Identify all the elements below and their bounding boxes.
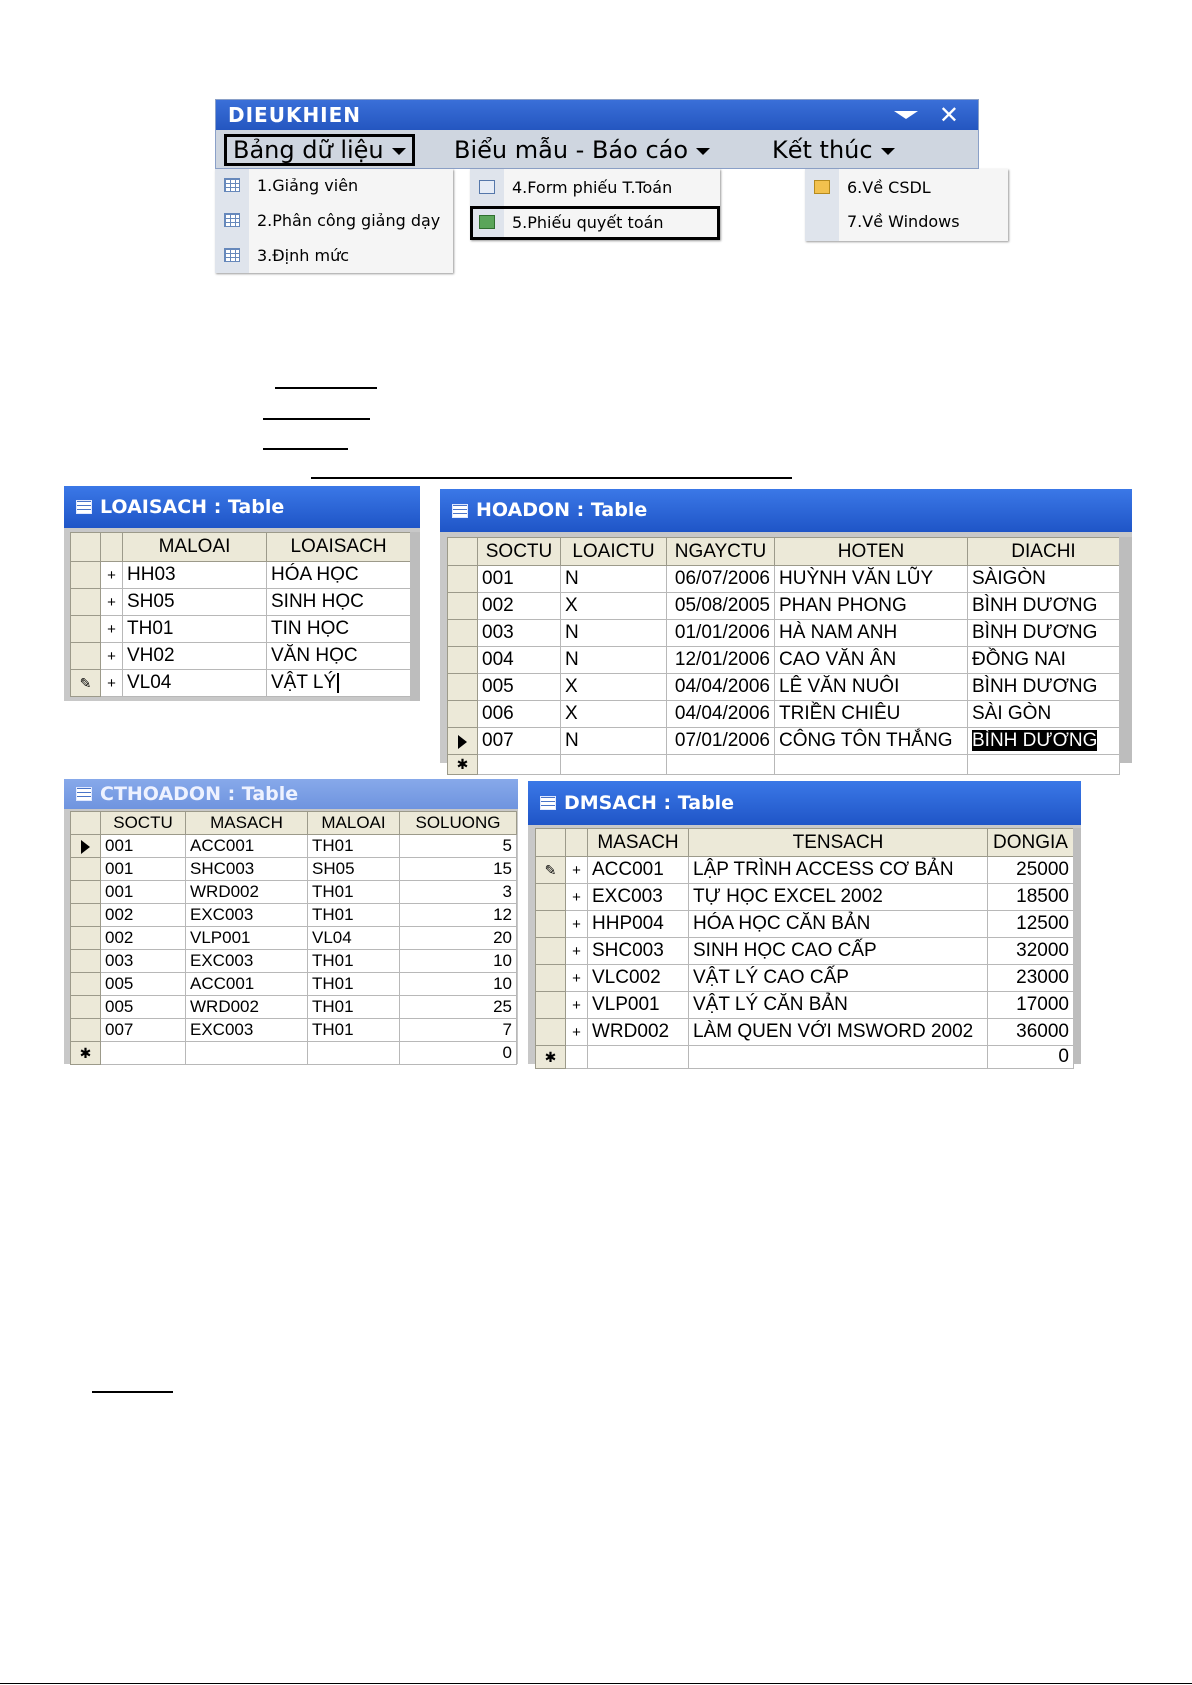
cell[interactable]: N: [561, 728, 667, 755]
menu-item-label: 7.Về Windows: [847, 212, 960, 231]
cell[interactable]: LÀM QUEN VỚI MSWORD 2002: [689, 1019, 988, 1046]
table-row: [448, 728, 1120, 755]
cell[interactable]: ACC001: [588, 857, 689, 884]
menu-item-label: 6.Về CSDL: [847, 178, 931, 197]
column-header-soctu[interactable]: SOCTU: [478, 538, 561, 566]
table-row: [71, 996, 517, 1019]
toolbar-title-text: DIEUKHIEN: [228, 103, 362, 127]
page-bottom-rule: [0, 1683, 1192, 1684]
cthoadon-datasheet: [70, 811, 517, 1065]
cell[interactable]: 23000: [988, 965, 1074, 992]
cell[interactable]: ACC001: [186, 835, 308, 858]
cell[interactable]: LÊ VĂN NUÔI: [775, 674, 968, 701]
table-row: [536, 1019, 1074, 1046]
menu-bieu-mau-bao-cao[interactable]: [448, 134, 716, 166]
dropdown-ket-thuc: [805, 169, 1008, 241]
cell[interactable]: SH05: [123, 589, 267, 616]
row-selector[interactable]: [71, 904, 101, 927]
cell[interactable]: N: [561, 620, 667, 647]
row-selector[interactable]: [536, 911, 566, 938]
cell[interactable]: 12/01/2006: [667, 647, 775, 674]
cell[interactable]: 006: [478, 701, 561, 728]
row-selector[interactable]: [448, 701, 478, 728]
row-selector[interactable]: [71, 881, 101, 904]
cell[interactable]: VLC002: [588, 965, 689, 992]
table-row: [71, 643, 411, 670]
column-header-soctu[interactable]: SOCTU: [101, 812, 186, 835]
cell[interactable]: SINH HỌC CAO CẤP: [689, 938, 988, 965]
column-header-hoten[interactable]: HOTEN: [775, 538, 968, 566]
column-header-dongia[interactable]: DONGIA: [988, 829, 1074, 857]
expand-header: [566, 829, 588, 857]
cell[interactable]: 32000: [988, 938, 1074, 965]
menu-label: Bảng dữ liệu: [233, 136, 384, 164]
loaisach-datasheet: [70, 532, 411, 697]
close-icon[interactable]: ✕: [938, 101, 960, 129]
row-selector[interactable]: [71, 996, 101, 1019]
cell[interactable]: SHC003: [186, 858, 308, 881]
menu-ket-thuc[interactable]: [766, 134, 901, 166]
column-header-soluong[interactable]: SOLUONG: [400, 812, 517, 835]
row-selector-header[interactable]: [536, 829, 566, 857]
menu-item-label: 5.Phiếu quyết toán: [512, 213, 664, 232]
expand-icon[interactable]: +: [101, 562, 123, 589]
dieukhien-toolbar: [215, 99, 979, 169]
chevron-down-icon: [881, 148, 895, 155]
menu-item-giang-vien[interactable]: [215, 169, 453, 203]
cell[interactable]: TH01: [308, 950, 400, 973]
table-row: [71, 562, 411, 589]
row-selector-header[interactable]: [448, 538, 478, 566]
table-row: [448, 674, 1120, 701]
table-row: [448, 593, 1120, 620]
cell[interactable]: 0: [400, 1042, 517, 1065]
cell[interactable]: 36000: [988, 1019, 1074, 1046]
table-row: [536, 992, 1074, 1019]
cell[interactable]: VLP001: [588, 992, 689, 1019]
table-icon: [452, 504, 468, 518]
new-record-row: [71, 1042, 517, 1065]
column-header-ngayctu[interactable]: NGAYCTU: [667, 538, 775, 566]
cell[interactable]: TH01: [308, 973, 400, 996]
column-header-maloai[interactable]: MALOAI: [308, 812, 400, 835]
cell[interactable]: TH01: [308, 996, 400, 1019]
table-icon: [76, 787, 92, 801]
cell[interactable]: WRD002: [588, 1019, 689, 1046]
table-row: [71, 835, 517, 858]
table-row: [71, 881, 517, 904]
expand-icon[interactable]: +: [101, 670, 123, 697]
table-row: [536, 884, 1074, 911]
cell[interactable]: TH01: [308, 881, 400, 904]
cell[interactable]: X: [561, 593, 667, 620]
current-record-arrow-icon[interactable]: [448, 728, 478, 755]
menu-item-phieu-quyet-toan[interactable]: [470, 206, 720, 240]
dropdown-bieu-mau: [470, 169, 720, 240]
cell[interactable]: TIN HỌC: [267, 616, 411, 643]
cell[interactable]: SÀI GÒN: [968, 701, 1120, 728]
cell[interactable]: X: [561, 701, 667, 728]
cell[interactable]: 06/07/2006: [667, 566, 775, 593]
cell[interactable]: SÀIGÒN: [968, 566, 1120, 593]
cell[interactable]: EXC003: [186, 904, 308, 927]
new-record-icon[interactable]: ✱: [448, 755, 478, 775]
menu-item-ve-windows[interactable]: [805, 205, 1008, 239]
expand-icon[interactable]: +: [566, 857, 588, 884]
cell[interactable]: 05/08/2005: [667, 593, 775, 620]
table-row: [71, 589, 411, 616]
cell[interactable]: 10: [400, 950, 517, 973]
new-record-row: [448, 755, 1120, 775]
cell[interactable]: ĐỒNG NAI: [968, 647, 1120, 674]
dropdown-bang-du-lieu: [215, 169, 453, 273]
cell[interactable]: 0: [988, 1046, 1074, 1069]
column-header-diachi[interactable]: DIACHI: [968, 538, 1120, 566]
menu-item-phan-cong[interactable]: [215, 204, 453, 238]
cell[interactable]: CAO VĂN ÂN: [775, 647, 968, 674]
hoadon-datasheet: [447, 537, 1120, 775]
cell[interactable]: VL04: [308, 927, 400, 950]
report-icon: [479, 215, 495, 229]
table-icon: [76, 500, 92, 514]
cell[interactable]: WRD002: [186, 881, 308, 904]
chevron-down-icon: [392, 148, 406, 155]
window-title-bar[interactable]: [64, 486, 420, 528]
cell[interactable]: 007: [101, 1019, 186, 1042]
column-header-loaictu[interactable]: LOAICTU: [561, 538, 667, 566]
cell[interactable]: 01/01/2006: [667, 620, 775, 647]
expand-icon[interactable]: +: [566, 938, 588, 965]
menu-label: Kết thúc: [772, 136, 873, 164]
menu-item-form-phieu[interactable]: [470, 171, 720, 205]
cell[interactable]: CÔNG TÔN THẮNG: [775, 728, 968, 755]
cell[interactable]: 17000: [988, 992, 1074, 1019]
cell[interactable]: 5: [400, 835, 517, 858]
window-title: DMSACH : Table: [564, 792, 735, 814]
pencil-icon[interactable]: ✎: [536, 857, 566, 884]
cell[interactable]: 12500: [988, 911, 1074, 938]
chevron-down-icon: [696, 148, 710, 155]
table-row: [71, 616, 411, 643]
cell[interactable]: 15: [400, 858, 517, 881]
menu-item-label: 3.Định mức: [257, 246, 349, 265]
table-icon: [224, 248, 240, 262]
row-selector[interactable]: [448, 593, 478, 620]
cell[interactable]: BÌNH DƯƠNG: [968, 674, 1120, 701]
form-icon: [479, 180, 495, 194]
window-title-bar[interactable]: [440, 489, 1132, 532]
row-selector-header[interactable]: [71, 533, 101, 562]
cell[interactable]: HH03: [123, 562, 267, 589]
table-row: [536, 965, 1074, 992]
cell[interactable]: 003: [478, 620, 561, 647]
expand-icon[interactable]: +: [566, 911, 588, 938]
cell[interactable]: BÌNH DƯƠNG: [968, 620, 1120, 647]
selected-text: BÌNH DƯƠNG: [972, 730, 1098, 751]
menu-bang-du-lieu[interactable]: [224, 134, 415, 166]
cell[interactable]: 005: [101, 996, 186, 1019]
table-row: [536, 911, 1074, 938]
menu-item-label: 4.Form phiếu T.Toán: [512, 178, 673, 197]
underline-mark: [263, 448, 348, 450]
expand-icon[interactable]: +: [101, 589, 123, 616]
underline-mark: [263, 418, 370, 420]
cell[interactable]: LẬP TRÌNH ACCESS CƠ BẢN: [689, 857, 988, 884]
cell[interactable]: 001: [478, 566, 561, 593]
cell[interactable]: HÓA HỌC: [267, 562, 411, 589]
underline-mark: [92, 1391, 173, 1393]
hoadon-table-window: [440, 489, 1132, 772]
cell[interactable]: HUỲNH VĂN LŨY: [775, 566, 968, 593]
cell[interactable]: ACC001: [186, 973, 308, 996]
cell[interactable]: HHP004: [588, 911, 689, 938]
column-header-tensach[interactable]: TENSACH: [689, 829, 988, 857]
row-selector[interactable]: [71, 616, 101, 643]
cell[interactable]: TỰ HỌC EXCEL 2002: [689, 884, 988, 911]
table-icon: [224, 213, 240, 227]
underline-mark: [311, 477, 792, 479]
row-selector[interactable]: [448, 647, 478, 674]
cell[interactable]: VLP001: [186, 927, 308, 950]
table-row: [448, 647, 1120, 674]
cell[interactable]: 002: [478, 593, 561, 620]
row-selector-header[interactable]: [71, 812, 101, 835]
row-selector[interactable]: [536, 965, 566, 992]
cell[interactable]: WRD002: [186, 996, 308, 1019]
cell[interactable]: VẬT LÝ CAO CẤP: [689, 965, 988, 992]
expand-icon[interactable]: +: [566, 965, 588, 992]
toolbar-title: [216, 100, 978, 130]
cthoadon-table-window: [64, 779, 518, 1064]
folder-icon: [814, 180, 830, 194]
table-row: [448, 701, 1120, 728]
cell[interactable]: TRIỀN CHIÊU: [775, 701, 968, 728]
vertical-scrollbar[interactable]: [1073, 828, 1081, 1064]
window-title: LOAISACH : Table: [100, 496, 285, 518]
table-row: [448, 566, 1120, 593]
cell[interactable]: 002: [101, 904, 186, 927]
cell[interactable]: 001: [101, 881, 186, 904]
row-selector[interactable]: [71, 973, 101, 996]
menu-label: Biểu mẫu - Báo cáo: [454, 136, 689, 164]
current-record-arrow-icon[interactable]: [71, 835, 101, 858]
cell-text: VẬT LÝ: [271, 672, 337, 693]
window-title: HOADON : Table: [476, 499, 648, 521]
column-header-loaisach[interactable]: LOAISACH: [267, 533, 411, 562]
cell[interactable]: 3: [400, 881, 517, 904]
dmsach-table-window: [528, 781, 1081, 1067]
expand-icon[interactable]: +: [566, 1019, 588, 1046]
dmsach-datasheet: [535, 828, 1074, 1069]
row-selector[interactable]: [71, 858, 101, 881]
column-header-masach[interactable]: MASACH: [186, 812, 308, 835]
cell[interactable]: HÀ NAM ANH: [775, 620, 968, 647]
cell[interactable]: 20: [400, 927, 517, 950]
new-record-row: [536, 1046, 1074, 1069]
table-row: [71, 973, 517, 996]
menu-item-dinh-muc[interactable]: [215, 239, 453, 273]
window-title-bar[interactable]: [64, 779, 518, 809]
cell-selected[interactable]: [968, 728, 1120, 755]
row-selector[interactable]: [71, 1019, 101, 1042]
table-row: [71, 858, 517, 881]
cell[interactable]: 004: [478, 647, 561, 674]
cell[interactable]: BÌNH DƯƠNG: [968, 593, 1120, 620]
cell[interactable]: 005: [101, 973, 186, 996]
vertical-scrollbar[interactable]: [1119, 537, 1132, 763]
cell[interactable]: N: [561, 647, 667, 674]
cell[interactable]: 04/04/2006: [667, 701, 775, 728]
table-icon: [540, 796, 556, 810]
window-title: CTHOADON : Table: [100, 783, 299, 805]
expand-header: [101, 533, 123, 562]
cell[interactable]: 07/01/2006: [667, 728, 775, 755]
cell[interactable]: 10: [400, 973, 517, 996]
menu-item-ve-csdl[interactable]: [805, 171, 1008, 205]
cell[interactable]: TH01: [308, 904, 400, 927]
cell[interactable]: N: [561, 566, 667, 593]
table-row: [71, 927, 517, 950]
row-selector[interactable]: [71, 927, 101, 950]
table-row: [71, 950, 517, 973]
table-icon: [224, 178, 240, 192]
cell[interactable]: PHAN PHONG: [775, 593, 968, 620]
cell[interactable]: 12: [400, 904, 517, 927]
cell[interactable]: VH02: [123, 643, 267, 670]
cell[interactable]: VĂN HỌC: [267, 643, 411, 670]
cell[interactable]: HÓA HỌC CĂN BẢN: [689, 911, 988, 938]
pencil-icon[interactable]: ✎: [71, 670, 101, 697]
loaisach-table-window: [64, 486, 420, 701]
cell[interactable]: EXC003: [588, 884, 689, 911]
row-selector[interactable]: [71, 950, 101, 973]
cell[interactable]: VL04: [123, 670, 267, 697]
row-selector[interactable]: [536, 1019, 566, 1046]
cell[interactable]: EXC003: [186, 950, 308, 973]
cell[interactable]: 7: [400, 1019, 517, 1042]
cell[interactable]: 001: [101, 835, 186, 858]
cell[interactable]: 18500: [988, 884, 1074, 911]
cell[interactable]: SHC003: [588, 938, 689, 965]
table-row: [448, 620, 1120, 647]
cell[interactable]: 005: [478, 674, 561, 701]
cell[interactable]: 002: [101, 927, 186, 950]
row-selector[interactable]: [71, 643, 101, 670]
table-row: [536, 857, 1074, 884]
row-selector[interactable]: [71, 562, 101, 589]
new-record-icon[interactable]: ✱: [536, 1046, 566, 1069]
menu-item-label: 2.Phân công giảng dạy: [257, 211, 441, 230]
cell[interactable]: 001: [101, 858, 186, 881]
cell[interactable]: TH01: [123, 616, 267, 643]
cell[interactable]: 25: [400, 996, 517, 1019]
cell[interactable]: 003: [101, 950, 186, 973]
table-row: [536, 938, 1074, 965]
cell[interactable]: VẬT LÝ CĂN BẢN: [689, 992, 988, 1019]
cell[interactable]: SH05: [308, 858, 400, 881]
window-title-bar[interactable]: [528, 781, 1081, 825]
row-selector[interactable]: [448, 674, 478, 701]
cell-editing[interactable]: [267, 670, 411, 697]
column-header-maloai[interactable]: MALOAI: [123, 533, 267, 562]
row-selector[interactable]: [536, 938, 566, 965]
row-selector[interactable]: [448, 566, 478, 593]
cell[interactable]: 25000: [988, 857, 1074, 884]
cell[interactable]: EXC003: [186, 1019, 308, 1042]
cell[interactable]: TH01: [308, 835, 400, 858]
row-selector[interactable]: [71, 589, 101, 616]
row-selector[interactable]: [448, 620, 478, 647]
vertical-scrollbar[interactable]: [410, 532, 420, 701]
table-row: [71, 1019, 517, 1042]
row-selector[interactable]: [536, 992, 566, 1019]
menu-item-label: 1.Giảng viên: [257, 176, 359, 195]
expand-icon[interactable]: +: [101, 643, 123, 670]
table-row: [71, 904, 517, 927]
cell[interactable]: X: [561, 674, 667, 701]
cell[interactable]: 04/04/2006: [667, 674, 775, 701]
table-row: [71, 670, 411, 697]
column-header-masach[interactable]: MASACH: [588, 829, 689, 857]
expand-icon[interactable]: +: [566, 992, 588, 1019]
expand-icon[interactable]: +: [566, 884, 588, 911]
underline-mark: [275, 387, 377, 389]
new-record-icon[interactable]: ✱: [71, 1042, 101, 1065]
toolbar-options-icon[interactable]: [894, 111, 918, 119]
cell[interactable]: TH01: [308, 1019, 400, 1042]
row-selector[interactable]: [536, 884, 566, 911]
cell[interactable]: 007: [478, 728, 561, 755]
expand-icon[interactable]: +: [101, 616, 123, 643]
cell[interactable]: SINH HỌC: [267, 589, 411, 616]
